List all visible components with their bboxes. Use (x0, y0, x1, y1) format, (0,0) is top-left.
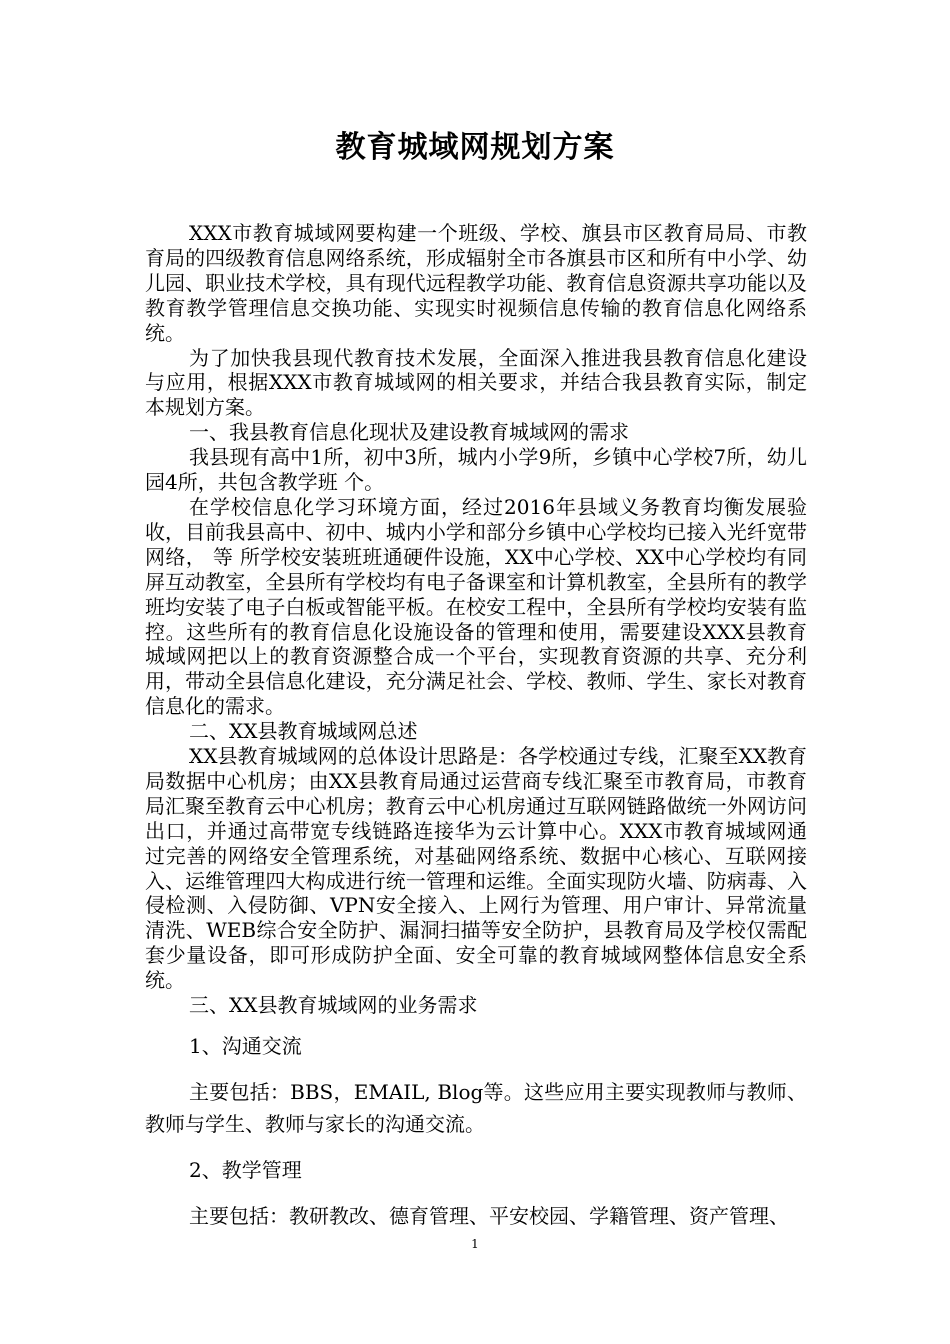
subheading-teaching-management: 2、教学管理 (189, 1158, 302, 1182)
paragraph-intro: XXX市教育城域网要构建一个班级、学校、旗县市区教育局局、市教育局的四级教育信息网络系统，形成辐射全市各旗县市区和所有中小学、幼儿园、职业技术学校，具有现代远程教学功能、教育信息资源共享功能以及教育教学管理信息交换功能、实现实时视频信息传输的教育信息化网络系统。 (145, 221, 807, 345)
document-title: 教育城域网规划方案 (335, 130, 615, 165)
heading-section-2: 二、XX县教育城域网总述 (189, 719, 418, 744)
paragraph-purpose: 为了加快我县现代教育技术发展，全面深入推进我县教育信息化建设与应用，根据XXX市教育城域网的相关要求，并结合我县教育实际，制定本规划方案。 (145, 345, 807, 420)
paragraph-communication: 主要包括：BBS，EMAIL, Blog等。这些应用主要实现教师与教师、教师与学生、教师与家长的沟通交流。 (145, 1080, 807, 1136)
paragraph-infrastructure: 在学校信息化学习环境方面，经过2016年县域义务教育均衡发展验收，目前我县高中、初中、城内小学和部分乡镇中心学校均已接入光纤宽带网络， 等 所学校安装班班通硬件设施，XX中心学校、XX中心学校均有同屏互动教室，全县所有学校均有电子备课室和计算机教室，全县所有的教学班均安装了电子白板或智能平板。在校安工程中，全县所有学校均安装有监控。这些所有的教育信息化设施设备的管理和使用，需要建设XXX县教育城域网把以上的教育资源整合成一个平台，实现教育资源的共享、充分利用，带动全县信息化建设，充分满足社会、学校、教师、学生、家长对教育信息化的需求。 (145, 494, 807, 719)
subheading-communication: 1、沟通交流 (189, 1034, 302, 1058)
document-body-continued (145, 1030, 807, 1232)
heading-section-1: 一、我县教育信息化现状及建设教育城域网的需求 (189, 420, 629, 445)
paragraph-teaching-management: 主要包括：教研教改、德育管理、平安校园、学籍管理、资产管理、 (189, 1204, 789, 1228)
paragraph-school-counts: 我县现有高中1所，初中3所，城内小学9所，乡镇中心学校7所，幼儿园4所，共包含教学班 个。 (145, 445, 807, 495)
paragraph-overview: XX县教育城域网的总体设计思路是：各学校通过专线，汇聚至XX教育局数据中心机房；由XX县教育局通过运营商专线汇聚至市教育局，市教育局汇聚至教育云中心机房；教育云中心机房通过互联网链路做统一外网访问出口，并通过高带宽专线链路连接华为云计算中心。XXX市教育城域网通过完善的网络安全管理系统，对基础网络系统、数据中心核心、互联网接入、运维管理四大构成进行统一管理和运维。全面实现防火墙、防病毒、入侵检测、入侵防御、VPN安全接入、上网行为管理、用户审计、异常流量清洗、WEB综合安全防护、漏洞扫描等安全防护，县教育局及学校仅需配套少量设备，即可形成防护全面、安全可靠的教育城域网整体信息安全系统。 (145, 744, 807, 993)
heading-section-3: 三、XX县教育城域网的业务需求 (189, 993, 478, 1018)
page-number: 1 (471, 1237, 479, 1251)
document-body (145, 221, 807, 1018)
